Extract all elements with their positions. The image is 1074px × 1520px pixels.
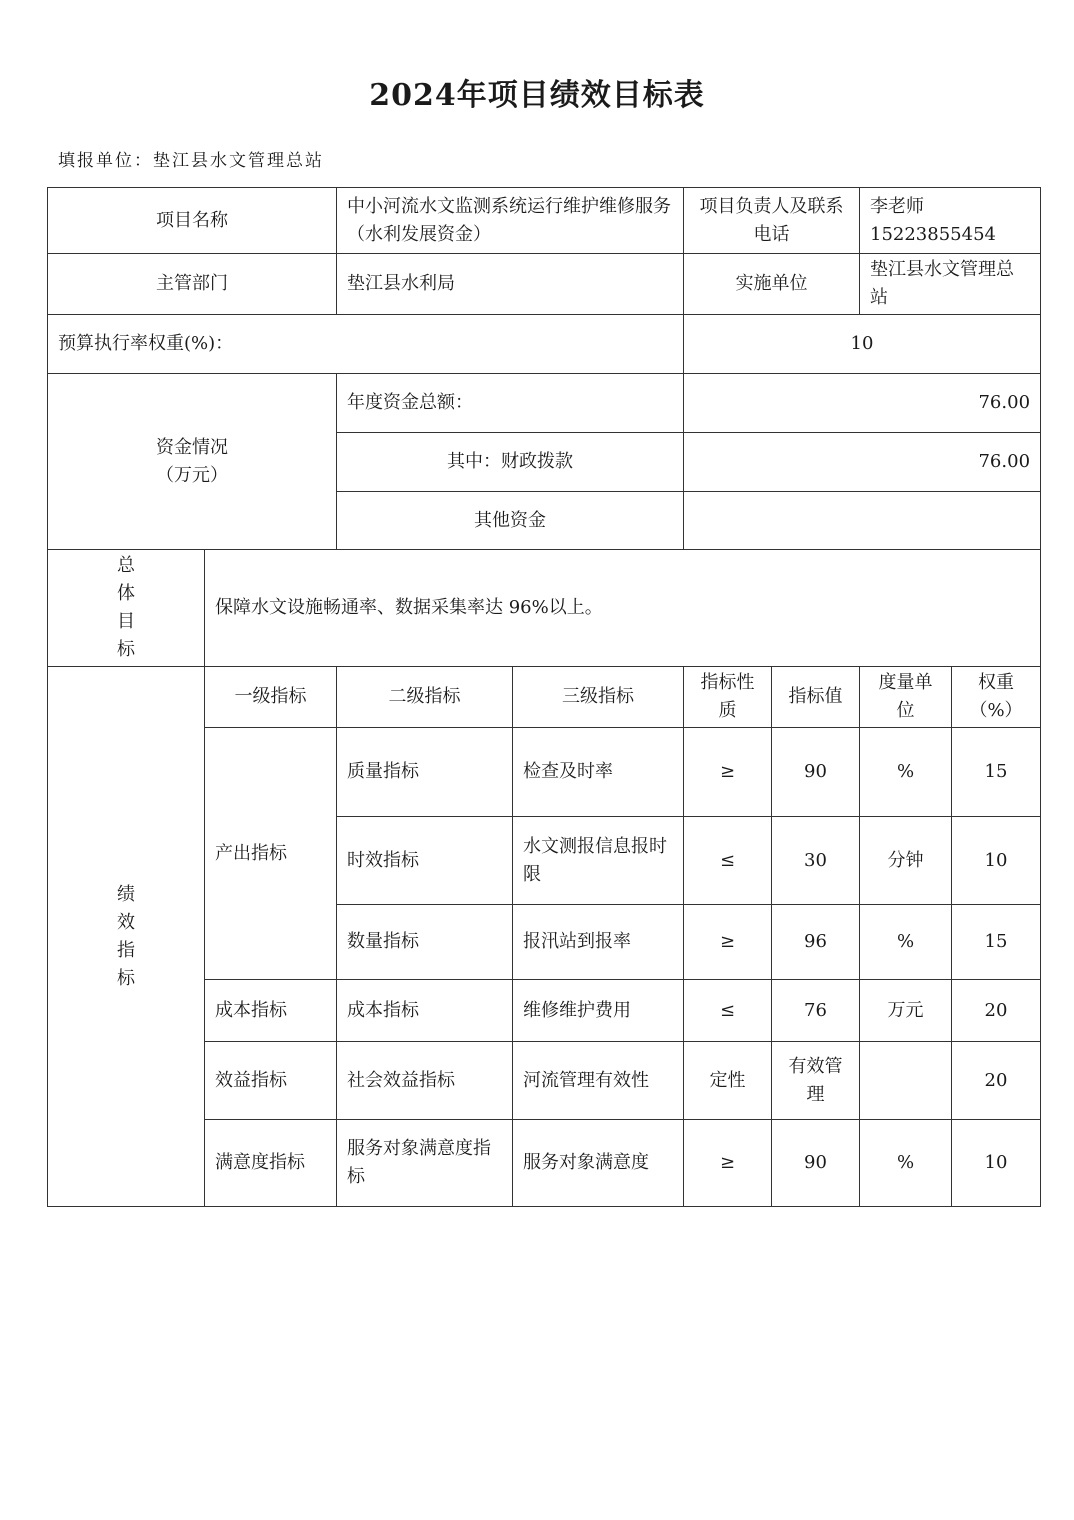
row-value: 96 xyxy=(772,905,860,980)
row-value: 有效管理 xyxy=(772,1042,860,1120)
funds-label-line2: （万元） xyxy=(156,464,228,486)
header-nature: 指标性质 xyxy=(684,667,772,728)
funds-other xyxy=(684,492,1041,550)
group-satisfaction: 满意度指标 xyxy=(205,1120,337,1207)
row-l3: 服务对象满意度 xyxy=(513,1120,684,1207)
group-benefit: 效益指标 xyxy=(205,1042,337,1120)
row-value: 90 xyxy=(772,1120,860,1207)
row-nature: ≥ xyxy=(684,728,772,817)
header-level2: 二级指标 xyxy=(337,667,513,728)
row-unit: % xyxy=(860,728,952,817)
row-value: 76 xyxy=(772,980,860,1042)
goal-label-char: 目 xyxy=(117,611,135,632)
funds-other-label: 其他资金 xyxy=(337,492,684,550)
funds-fiscal-label: 其中：财政拨款 xyxy=(337,433,684,492)
budget-weight: 10 xyxy=(684,315,1041,374)
row-l3: 报汛站到报率 xyxy=(513,905,684,980)
row-unit: 万元 xyxy=(860,980,952,1042)
row-value: 30 xyxy=(772,817,860,905)
group-output: 产出指标 xyxy=(205,728,337,980)
row-weight: 20 xyxy=(952,1042,1041,1120)
goal-label-char: 体 xyxy=(117,583,135,604)
row-l3: 水文测报信息报时限 xyxy=(513,817,684,905)
indicators-label xyxy=(48,667,205,1207)
row-nature: ≥ xyxy=(684,1120,772,1207)
goal-label-char: 总 xyxy=(117,555,135,576)
funds-total-label: 年度资金总额： xyxy=(337,374,684,433)
dept-label: 主管部门 xyxy=(48,254,337,315)
row-value: 90 xyxy=(772,728,860,817)
row-l3: 维修维护费用 xyxy=(513,980,684,1042)
dept: 垫江县水利局 xyxy=(337,254,684,315)
impl: 垫江县水文管理总站 xyxy=(860,254,1041,315)
row-unit xyxy=(860,1042,952,1120)
indicators-label-char: 标 xyxy=(117,967,135,989)
funds-label-line1: 资金情况 xyxy=(156,436,228,458)
row-weight: 10 xyxy=(952,1120,1041,1207)
goal-text: 保障水文设施畅通率、数据采集率达 96%以上。 xyxy=(205,550,1041,667)
funds-fiscal: 76.00 xyxy=(684,433,1041,492)
row-weight: 15 xyxy=(952,905,1041,980)
performance-table xyxy=(47,187,1041,1207)
row-nature: ≥ xyxy=(684,905,772,980)
row-nature: 定性 xyxy=(684,1042,772,1120)
indicators-label-char: 绩 xyxy=(117,883,135,905)
row-weight: 20 xyxy=(952,980,1041,1042)
header-unit: 度量单位 xyxy=(860,667,952,728)
funds-label xyxy=(48,374,337,550)
contact-cell xyxy=(860,188,1041,254)
row-l2: 服务对象满意度指标 xyxy=(337,1120,513,1207)
row-l2: 社会效益指标 xyxy=(337,1042,513,1120)
row-nature: ≤ xyxy=(684,817,772,905)
budget-weight-label: 预算执行率权重(%)： xyxy=(48,315,684,374)
group-cost: 成本指标 xyxy=(205,980,337,1042)
fill-unit: 填报单位：垫江县水文管理总站 xyxy=(58,151,324,171)
indicators-label-char: 效 xyxy=(117,911,135,933)
indicators-label-char: 指 xyxy=(117,939,135,961)
page-title: 2024年项目绩效目标表 xyxy=(369,78,705,113)
row-nature: ≤ xyxy=(684,980,772,1042)
row-l2: 数量指标 xyxy=(337,905,513,980)
row-unit: % xyxy=(860,1120,952,1207)
goal-label xyxy=(48,550,205,667)
header-level1: 一级指标 xyxy=(205,667,337,728)
header-level3: 三级指标 xyxy=(513,667,684,728)
row-unit: 分钟 xyxy=(860,817,952,905)
impl-label: 实施单位 xyxy=(684,254,860,315)
goal-label-char: 标 xyxy=(117,639,135,660)
row-l2: 质量指标 xyxy=(337,728,513,817)
contact-label: 项目负责人及联系电话 xyxy=(684,188,860,254)
row-weight: 15 xyxy=(952,728,1041,817)
contact-phone: 15223855454 xyxy=(870,223,996,245)
row-l3: 检查及时率 xyxy=(513,728,684,817)
header-weight: 权重（%） xyxy=(952,667,1041,728)
contact-name: 李老师 xyxy=(870,195,924,217)
row-l3: 河流管理有效性 xyxy=(513,1042,684,1120)
row-unit: % xyxy=(860,905,952,980)
project-name: 中小河流水文监测系统运行维护维修服务（水利发展资金） xyxy=(337,188,684,254)
project-name-label: 项目名称 xyxy=(48,188,337,254)
header-value: 指标值 xyxy=(772,667,860,728)
row-l2: 成本指标 xyxy=(337,980,513,1042)
funds-total: 76.00 xyxy=(684,374,1041,433)
row-l2: 时效指标 xyxy=(337,817,513,905)
row-weight: 10 xyxy=(952,817,1041,905)
